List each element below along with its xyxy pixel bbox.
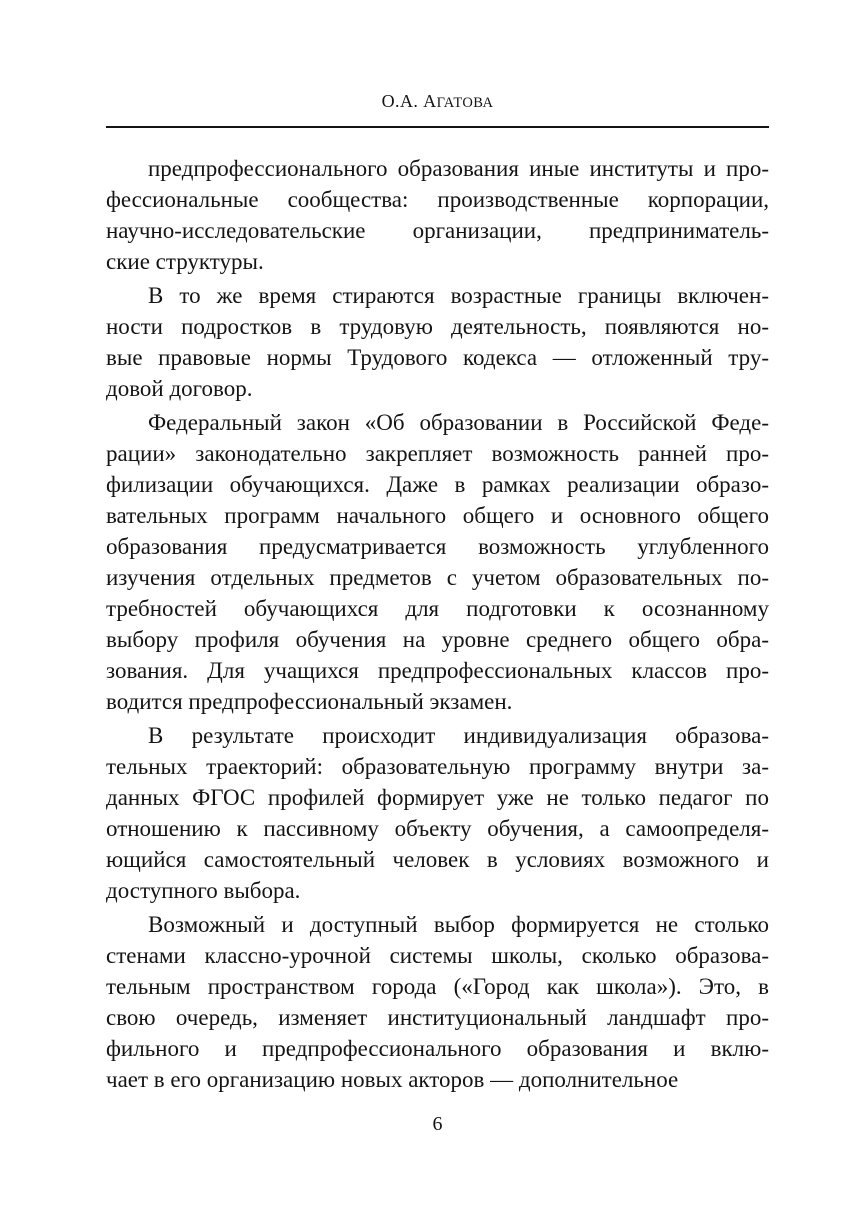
text-line: довой договор.: [106, 376, 253, 401]
text-line: ские структуры.: [106, 249, 264, 274]
paragraph: [106, 280, 769, 404]
header-rule: [106, 126, 769, 128]
paragraph: [106, 153, 769, 277]
paragraph: [106, 407, 769, 717]
paragraph: [106, 909, 769, 1095]
text-line: доступного выбора.: [106, 878, 301, 903]
text-line: рации» законодательно закрепляет возможность ранней про-: [106, 441, 769, 466]
text-line: вые правовые нормы Трудового кодекса — отложенный тру-: [106, 345, 769, 370]
text-line: В то же время стираются возрастные границы включен-: [148, 283, 769, 308]
header-author-initials: О.А. А: [381, 91, 437, 111]
text-line: тельных траекторий: образовательную программу внутри за-: [106, 754, 769, 779]
body-text: [106, 153, 769, 1095]
text-line: свою очередь, изменяет институциональный ландшафт про-: [106, 1005, 769, 1030]
text-line: отношению к пассивному объекту обучения, а самоопределя-: [106, 816, 769, 841]
text-line: ности подростков в трудовую деятельность, появляются но-: [106, 314, 769, 339]
text-line: Федеральный закон «Об образовании в Российской Феде-: [148, 410, 769, 435]
text-line: выбору профиля обучения на уровне среднего общего обра-: [106, 627, 769, 652]
text-line: филизации обучающихся. Даже в рамках реализации образо-: [106, 472, 769, 497]
text-line: фессиональные сообщества: производственные корпорации,: [106, 187, 769, 212]
text-line: образования предусматривается возможность углубленного: [106, 534, 769, 559]
text-line: предпрофессионального образования иные институты и про-: [148, 156, 769, 181]
text-line: ющийся самостоятельный человек в условиях возможного и: [106, 847, 769, 872]
running-header: [106, 91, 769, 112]
text-line: вательных программ начального общего и основного общего: [106, 503, 769, 528]
text-line: научно-исследовательские организации, предприниматель-: [106, 218, 769, 243]
text-line: чает в его организацию новых акторов — дополнительное: [106, 1067, 679, 1092]
text-line: В результате происходит индивидуализация образова-: [148, 723, 769, 748]
paragraph: [106, 720, 769, 906]
text-line: водится предпрофессиональный экзамен.: [106, 689, 513, 714]
text-line: Возможный и доступный выбор формируется не столько: [148, 912, 769, 937]
page-number: 6: [432, 1113, 443, 1135]
text-line: тельным пространством города («Город как школа»). Это, в: [106, 974, 769, 999]
text-line: стенами классно-урочной системы школы, сколько образова-: [106, 943, 769, 968]
text-line: зования. Для учащихся предпрофессиональных классов про-: [106, 658, 769, 683]
text-line: изучения отдельных предметов с учетом образовательных по-: [106, 565, 769, 590]
header-author-surname: ГАТОВА: [436, 95, 494, 111]
text-line: требностей обучающихся для подготовки к осознанному: [106, 596, 769, 621]
text-line: фильного и предпрофессионального образования и вклю-: [106, 1036, 769, 1061]
text-line: данных ФГОС профилей формирует уже не только педагог по: [106, 785, 769, 810]
